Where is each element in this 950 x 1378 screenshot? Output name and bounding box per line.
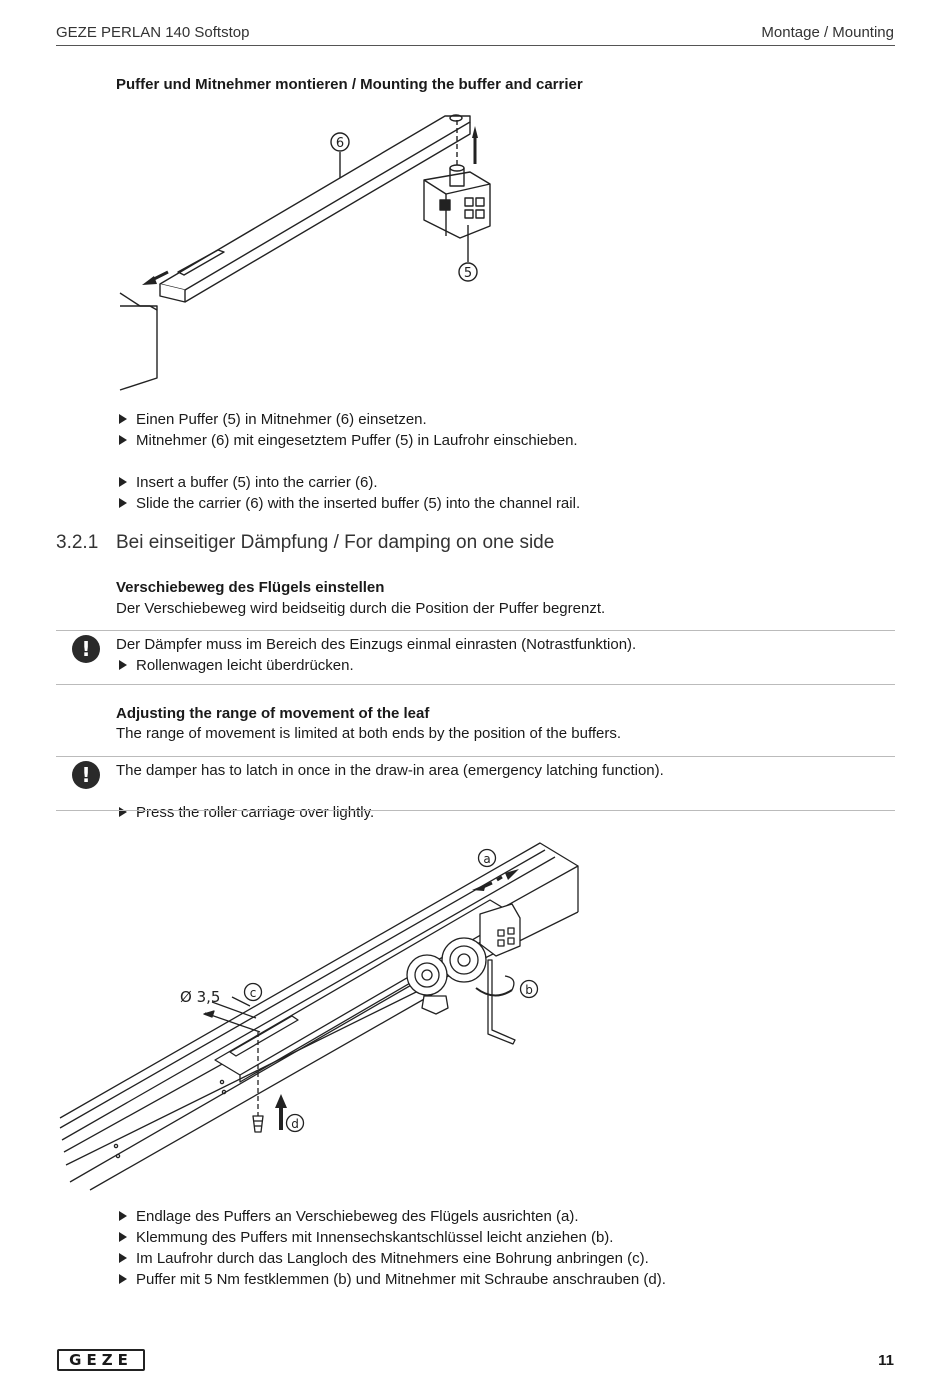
header-section: Montage / Mounting (761, 24, 894, 41)
de-text: Der Verschiebeweg wird beidseitig durch die Position der Puffer begrenzt. (116, 600, 606, 617)
header-divider (56, 45, 895, 46)
figure1-label-buffer: 5 (463, 266, 473, 281)
warning-icon: ! (72, 635, 100, 663)
list-item: Mitnehmer (6) mit eingesetztem Puffer (5) in Laufrohr einschieben. (116, 430, 578, 451)
warning-icon: ! (72, 761, 100, 789)
figure2-label-d: d (291, 1117, 299, 1131)
section2-bullets-final (116, 1206, 666, 1290)
de-warning-bullet: Rollenwagen leicht überdrücken. (116, 655, 950, 676)
list-item: Klemmung des Puffers mit Innensechskantschlüssel leicht anziehen (b). (116, 1227, 666, 1248)
header-title: GEZE PERLAN 140 Softstop (56, 24, 250, 41)
list-item: Einen Puffer (5) in Mitnehmer (6) einsetzen. (116, 409, 578, 430)
geze-logo (57, 1349, 145, 1371)
en-warning-bullet: Press the roller carriage over lightly. (116, 802, 950, 823)
list-item: Slide the carrier (6) with the inserted buffer (5) into the channel rail. (116, 493, 580, 514)
list-item: Im Laufrohr durch das Langloch des Mitnehmers eine Bohrung anbringen (c). (116, 1248, 666, 1269)
de-warning-text: Der Dämpfer muss im Bereich des Einzugs einmal einrasten (Notrastfunktion). (116, 636, 637, 653)
de-heading: Verschiebeweg des Flügels einstellen (116, 579, 385, 596)
figure1-label-carrier: 6 (335, 136, 345, 151)
section1-bullets-en (116, 472, 580, 514)
figure-damping-adjustment (56, 840, 596, 1200)
figure2-label-b: b (525, 983, 533, 997)
figure-carrier-buffer (100, 100, 520, 400)
list-item: Endlage des Puffers an Verschiebeweg des Flügels ausrichten (a). (116, 1206, 666, 1227)
en-text: The range of movement is limited at both ends by the position of the buffers. (116, 725, 622, 742)
section1-bullets-de (116, 409, 578, 451)
en-warning-text: The damper has to latch in once in the draw-in area (emergency latching function). (116, 762, 664, 779)
section-title: Bei einseitiger Dämpfung / For damping on one side (116, 532, 555, 553)
list-item: Insert a buffer (5) into the carrier (6). (116, 472, 580, 493)
figure2-diameter-label: Ø 3,5 (180, 988, 221, 1006)
figure2-label-c: c (249, 986, 257, 1000)
logo-text: GEZE (69, 1351, 133, 1369)
warning-bottom-rule (56, 810, 895, 811)
warning-top-rule (56, 756, 895, 757)
list-item: Puffer mit 5 Nm festklemmen (b) und Mitnehmer mit Schraube anschrauben (d). (116, 1269, 666, 1290)
en-heading: Adjusting the range of movement of the leaf (116, 705, 430, 722)
warning-top-rule (56, 630, 895, 631)
figure2-label-a: a (483, 852, 491, 866)
section1-heading: Puffer und Mitnehmer montieren / Mounting the buffer and carrier (116, 76, 583, 93)
section-number: 3.2.1 (56, 532, 99, 553)
warning-bottom-rule (56, 684, 895, 685)
page-number: 11 (878, 1352, 894, 1369)
